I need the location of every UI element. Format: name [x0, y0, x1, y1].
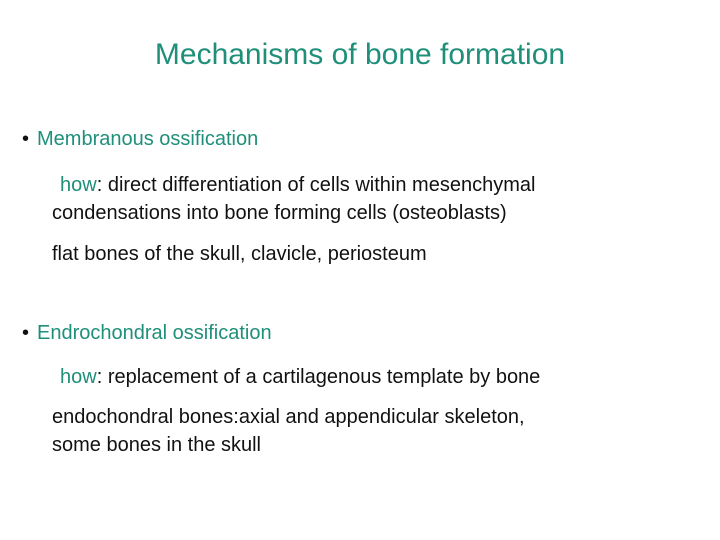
how-line-membranous-cont: condensations into bone forming cells (osteoblasts) — [52, 202, 507, 224]
slide-title: Mechanisms of bone formation — [154, 38, 566, 71]
how-label: how — [60, 174, 97, 196]
how-text: : replacement of a cartilagenous template by bone — [96, 366, 541, 388]
how-line-membranous — [60, 174, 535, 197]
example-line-endrochondral-1: endochondral bones:axial and appendicular skeleton, — [52, 406, 525, 428]
how-text: : direct differentiation of cells within mesenchymal — [96, 174, 536, 196]
example-line-endrochondral-2: some bones in the skull — [52, 434, 262, 456]
heading-text: Endrochondral ossification — [37, 322, 272, 344]
section-heading-membranous — [22, 128, 258, 151]
heading-text: Membranous ossification — [37, 128, 259, 150]
how-line-endrochondral — [60, 366, 540, 389]
example-line-membranous: flat bones of the skull, clavicle, periosteum — [52, 243, 427, 265]
bullet-icon: • — [22, 128, 30, 150]
bullet-icon: • — [22, 322, 30, 344]
section-heading-endrochondral — [22, 322, 272, 345]
how-label: how — [60, 366, 97, 388]
